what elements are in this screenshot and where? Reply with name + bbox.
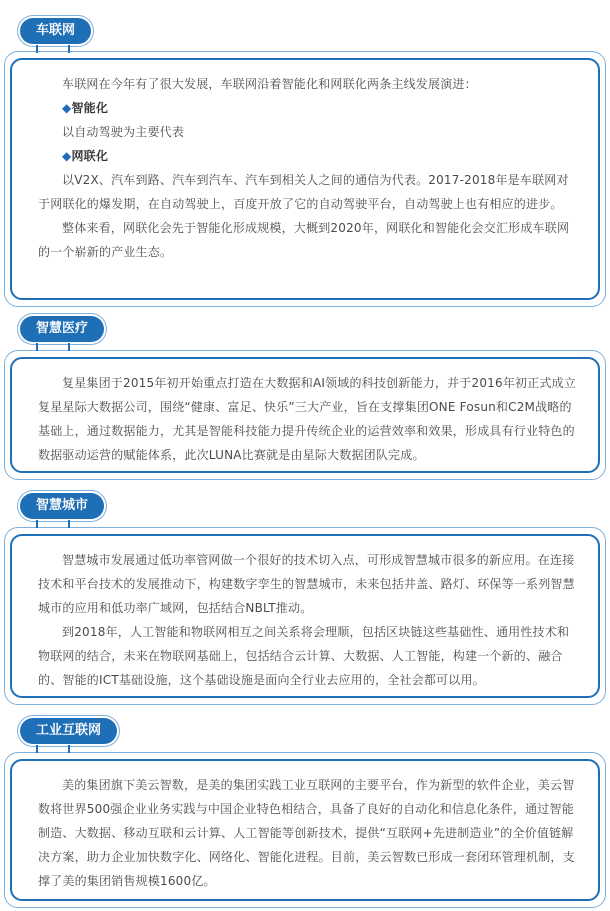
section-tab-iov: 车联网 bbox=[20, 18, 91, 44]
diamond-bullet-icon: ◆ bbox=[62, 101, 72, 115]
paragraph: 车联网在今年有了很大发展，车联网沿着智能化和网联化两条主线发展演进： bbox=[62, 77, 477, 91]
tab-tick bbox=[68, 745, 70, 753]
section-smart-healthcare bbox=[4, 316, 608, 479]
paragraph: 以自动驾驶为主要代表 bbox=[62, 125, 185, 139]
tab-tick bbox=[68, 45, 70, 53]
section-iov bbox=[4, 18, 608, 306]
section-smart-city bbox=[4, 493, 608, 704]
subheading-label: 智能化 bbox=[71, 101, 109, 115]
section-frame bbox=[4, 752, 606, 908]
tab-tick bbox=[36, 520, 38, 528]
tab-tick bbox=[68, 520, 70, 528]
tab-tick bbox=[36, 745, 38, 753]
paragraph: 美的集团旗下美云智数，是美的集团实践工业互联网的主要平台，作为新型的软件企业，美云智数将世界500强企业业务实践与中国企业特色相结合，具备了良好的自动化和信息化条件，通过智能制造、大数据、移动互联和云计算、人工智能等创新技术，提供“互联网+先进制造业”的全价值链解决方案，助力企业加快数字化、网络化、智能化进程。目前，美云智数已形成一套闭环管理机制，支撑了美的集团销售规模1600亿。 bbox=[38, 778, 575, 888]
section-inner-frame bbox=[10, 357, 600, 473]
section-content bbox=[38, 72, 578, 264]
section-industrial-internet bbox=[4, 718, 608, 908]
section-content bbox=[38, 773, 578, 893]
section-frame bbox=[4, 51, 606, 307]
section-inner-frame bbox=[10, 759, 600, 901]
paragraph: 以V2X、汽车到路、汽车到汽车、汽车到相关人之间的通信为代表。2017-2018年是车联网对于网联化的爆发期，在自动驾驶上，百度开放了它的自动驾驶平台，自动驾驶上也有相应的进步。 bbox=[38, 173, 569, 211]
section-frame bbox=[4, 527, 606, 705]
section-frame bbox=[4, 350, 606, 480]
tab-tick bbox=[68, 343, 70, 351]
section-content bbox=[38, 548, 578, 692]
section-tab-smart-city: 智慧城市 bbox=[20, 493, 104, 519]
paragraph: 整体来看，网联化会先于智能化形成规模，大概到2020年，网联化和智能化会交汇形成车联网的一个崭新的产业生态。 bbox=[38, 221, 570, 259]
section-inner-frame bbox=[10, 58, 600, 300]
section-tab-industrial-internet: 工业互联网 bbox=[20, 718, 117, 744]
paragraph: 复星集团于2015年初开始重点打造在大数据和AI领域的科技创新能力，并于2016年初正式成立复星星际大数据公司，围绕“健康、富足、快乐”三大产业，旨在支撑集团ONE Fosun和C2M战略的基础上，通过数据能力，尤其是智能科技能力提升传统企业的运营效率和效果，形成具有行业特色的数据驱动运营的赋能体系，此次LUNA比赛就是由星际大数据团队完成。 bbox=[38, 376, 577, 462]
paragraph: 到2018年，人工智能和物联网相互之间关系将会理顺，包括区块链这些基础性、通用性技术和物联网的结合，未来在物联网基础上，包括结合云计算、大数据、人工智能，构建一个新的、融合的、智能的ICT基础设施，这个基础设施是面向全行业去应用的，全社会都可以用。 bbox=[38, 625, 570, 687]
section-content bbox=[38, 371, 578, 467]
subheading-connectivity bbox=[38, 144, 578, 168]
subheading-intelligence bbox=[38, 96, 578, 120]
diamond-bullet-icon: ◆ bbox=[62, 149, 72, 163]
tab-tick bbox=[36, 343, 38, 351]
paragraph: 智慧城市发展通过低功率管网做一个很好的技术切入点，可形成智慧城市很多的新应用。在连接技术和平台技术的发展推动下，构建数字孪生的智慧城市，未来包括井盖、路灯、环保等一系列智慧城市的应用和低功率广域网，包括结合NBLT推动。 bbox=[38, 553, 575, 615]
tab-tick bbox=[36, 45, 38, 53]
section-inner-frame bbox=[10, 534, 600, 698]
subheading-label: 网联化 bbox=[71, 149, 109, 163]
section-tab-smart-healthcare: 智慧医疗 bbox=[20, 316, 104, 342]
